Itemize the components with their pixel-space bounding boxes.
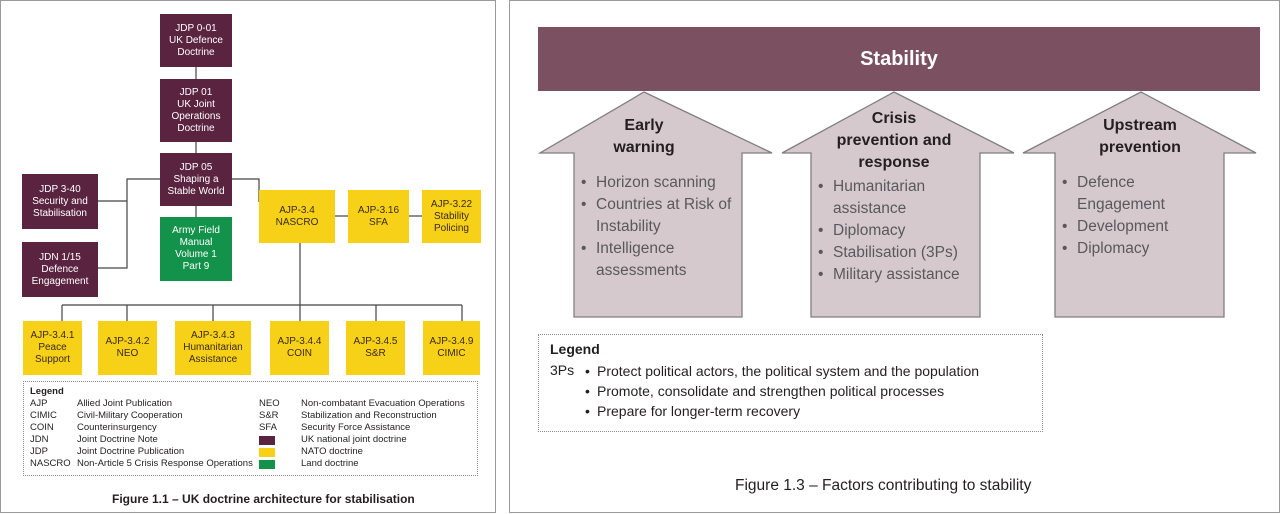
crisis-prevention-list (818, 176, 980, 286)
ajp-3-4-1-box: AJP-3.4.1 Peace Support (23, 321, 82, 375)
legend-title: Legend (30, 386, 64, 397)
legend-abbr: NEO (259, 398, 280, 409)
ajp-3-4-5-box: AJP-3.4.5 S&R (346, 321, 405, 375)
legend-key-3ps: 3Ps (550, 362, 575, 378)
legend-abbr: S&R (259, 410, 279, 421)
legend-desc: Allied Joint Publication (77, 398, 173, 409)
figure-1-1-panel (0, 0, 496, 513)
ajp-3-22-box: AJP-3.22 Stability Policing (422, 190, 481, 243)
arrow-title-early-warning: Early warning (613, 117, 675, 156)
jdp-01-box: JDP 01 UK Joint Operations Doctrine (160, 79, 232, 142)
list-item: • Humanitarian assistance (818, 176, 980, 220)
stability-banner: Stability (538, 27, 1260, 91)
ajp-3-4-2-box: AJP-3.4.2 NEO (98, 321, 157, 375)
ajp-3-4-9-box: AJP-3.4.9 CIMIC (423, 321, 480, 375)
legend-abbr: SFA (259, 422, 277, 433)
arrow-title-upstream-prevention: Upstream prevention (1099, 117, 1181, 156)
list-item: • Countries at Risk of Instability (581, 194, 743, 238)
list-item: • Prepare for longer-term recovery (585, 401, 979, 421)
legend-swatch-label: Land doctrine (301, 458, 359, 469)
jdn-1-15-box: JDN 1/15 Defence Engagement (22, 242, 98, 297)
legend-abbr: AJP (30, 398, 48, 409)
legend-swatch-nato (259, 448, 275, 457)
legend-desc: Joint Doctrine Note (77, 434, 158, 445)
legend-swatch-label: UK national joint doctrine (301, 434, 407, 445)
legend-items (585, 361, 979, 421)
legend-abbr: CIMIC (30, 410, 57, 421)
upstream-prevention-list (1062, 172, 1224, 260)
figure-1-1-caption: Figure 1.1 – UK doctrine architecture for stabilisation (112, 492, 415, 506)
legend-title: Legend (550, 341, 600, 357)
list-item: • Diplomacy (1062, 238, 1224, 260)
jdp-05-box: JDP 05 Shaping a Stable World (160, 153, 232, 206)
list-item: • Horizon scanning (581, 172, 743, 194)
ajp-3-4-box: AJP-3.4 NASCRO (259, 190, 335, 243)
figure-1-3-caption: Figure 1.3 – Factors contributing to stability (735, 477, 1032, 494)
arrow-title-crisis-prevention: Crisis prevention and response (836, 110, 952, 171)
legend-abbr: JDN (30, 434, 49, 445)
figure-1-1-legend (23, 381, 478, 476)
legend-desc: Joint Doctrine Publication (77, 446, 185, 457)
legend-swatch-uk-national (259, 436, 275, 445)
ajp-3-4-4-box: AJP-3.4.4 COIN (270, 321, 329, 375)
list-item: • Military assistance (818, 264, 980, 286)
legend-abbr: JDP (30, 446, 48, 457)
legend-swatch-label: NATO doctrine (301, 446, 363, 457)
list-item: • Defence Engagement (1062, 172, 1224, 216)
ajp-3-16-box: AJP-3.16 SFA (348, 190, 409, 243)
figure-1-3-panel (509, 0, 1280, 513)
list-item: • Diplomacy (818, 220, 980, 242)
army-field-manual-box: Army Field Manual Volume 1 Part 9 (160, 217, 232, 281)
ajp-3-4-3-box: AJP-3.4.3 Humanitarian Assistance (175, 321, 251, 375)
legend-desc: Counterinsurgency (77, 422, 157, 433)
early-warning-list (581, 172, 743, 282)
list-item: • Protect political actors, the political system and the population (585, 361, 979, 381)
legend-desc: Civil-Military Cooperation (77, 410, 183, 421)
legend-desc: Non-combatant Evacuation Operations (301, 398, 465, 409)
list-item: • Development (1062, 216, 1224, 238)
list-item: • Stabilisation (3Ps) (818, 242, 980, 264)
legend-abbr: COIN (30, 422, 54, 433)
legend-desc: Stabilization and Reconstruction (301, 410, 437, 421)
legend-swatch-land (259, 460, 275, 469)
legend-desc: Non-Article 5 Crisis Response Operations (77, 458, 253, 469)
jdp-0-01-box: JDP 0-01 UK Defence Doctrine (160, 14, 232, 67)
list-item: • Intelligence assessments (581, 238, 743, 282)
list-item: • Promote, consolidate and strengthen political processes (585, 381, 979, 401)
figure-1-3-legend (538, 334, 1043, 432)
jdp-3-40-box: JDP 3-40 Security and Stabilisation (22, 174, 98, 229)
legend-abbr: NASCRO (30, 458, 71, 469)
legend-desc: Security Force Assistance (301, 422, 411, 433)
